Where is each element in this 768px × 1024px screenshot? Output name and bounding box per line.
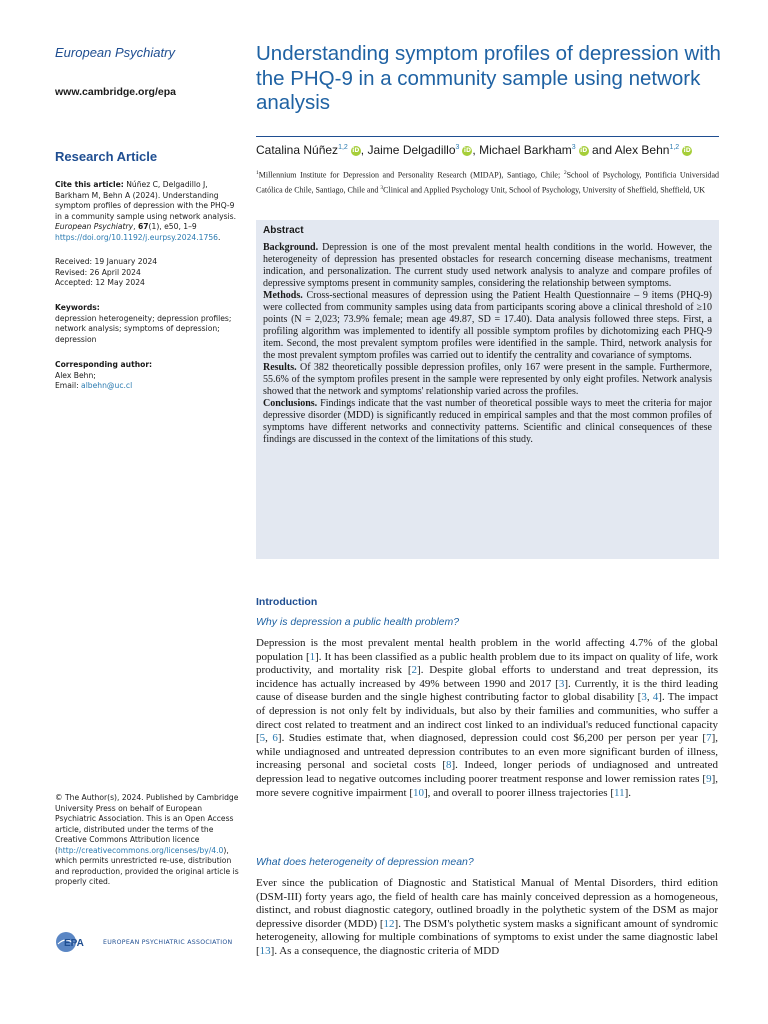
email-link[interactable]: albehn@uc.cl <box>81 381 133 390</box>
reference-link[interactable]: 4 <box>652 691 659 704</box>
reference-link[interactable]: 3 <box>641 691 647 704</box>
affil-sup: 2 <box>563 170 567 176</box>
paragraph-text: ]. <box>624 786 632 799</box>
abstract-background <box>263 242 712 290</box>
author[interactable] <box>256 143 361 157</box>
paragraph-text: ]. Currently, it is the third leading cause of disease burden and the single highest contributing factor to global disability [ <box>256 677 718 704</box>
license-link[interactable]: http://creativecommons.org/licenses/by/4.0 <box>57 845 224 855</box>
dates-block <box>55 257 240 289</box>
reference-link[interactable]: 9 <box>706 772 712 785</box>
abstract-text: Of 382 theoretically possible depression profiles, only 167 were present in the sample. Furthermore, 55.6% of the symptom profiles present in the sample were represented by only eight profiles. Network analysis showed that the network and symptoms' relationship varied across the profiles. <box>263 362 712 397</box>
citation-label: Cite this article: <box>55 180 124 189</box>
citation-sep: , <box>133 222 138 231</box>
paragraph-text: ]. Studies estimate that, when diagnosed, depression could cost $6,200 per person per year [ <box>277 732 707 745</box>
abstract-box <box>256 220 719 559</box>
corresponding-label: Corresponding author: <box>55 360 153 369</box>
orcid-icon[interactable]: iD <box>463 146 471 154</box>
reference-link[interactable]: 10 <box>413 786 424 799</box>
author-sep: , <box>472 143 480 157</box>
epa-logo <box>55 931 232 953</box>
author-affil-sup: 3 <box>571 144 576 151</box>
paragraph-text: ]. It has been classified as a public health problem due to its impact on quality of life, work productivity, and mortality risk [ <box>256 650 719 677</box>
abstract-label: Conclusions. <box>263 398 318 409</box>
epa-logo-icon <box>55 931 95 953</box>
license-text-end: ), which permits unrestricted re-use, distribution and reproduction, provided the original article is properly cited. <box>55 845 239 886</box>
author-affil-sup: 3 <box>455 144 460 151</box>
article-type: Research Article <box>55 149 158 164</box>
orcid-icon[interactable]: iD <box>580 146 588 154</box>
abstract-conclusions <box>263 398 712 446</box>
author-affil-sup: 1,2 <box>669 144 680 151</box>
article-title: Understanding symptom profiles of depression with the PHQ-9 in a community sample using network analysis <box>256 42 721 114</box>
author[interactable] <box>479 143 589 157</box>
revised-date: Revised: 26 April 2024 <box>55 267 141 277</box>
citation-block <box>55 180 240 243</box>
paragraph-text: ]. As a consequence, the diagnostic criteria of MDD <box>270 944 500 957</box>
paragraph-text: ]. Indeed, longer periods of undiagnosed and untreated depression lead to negative outcomes including poorer treatment response and lower remission rates [ <box>256 759 718 785</box>
reference-link[interactable]: 12 <box>383 917 395 930</box>
keywords-block <box>55 303 240 345</box>
author-name: Catalina Núñez <box>256 143 339 157</box>
citation-text: Núñez C, Delgadillo J, Barkham M, Behn A (2024). Understanding symptom profiles of depression with the PHQ-9 in a community sample using network analysis. <box>55 180 237 221</box>
keywords-label: Keywords: <box>55 303 100 312</box>
reference-link[interactable]: 3 <box>558 677 565 690</box>
email-label: Email: <box>55 381 82 390</box>
author-sep: , <box>360 143 368 157</box>
abstract-label: Background. <box>263 242 319 253</box>
section-heading-introduction: Introduction <box>256 596 318 608</box>
paragraph-text: , <box>646 691 653 704</box>
paragraph-text: , <box>265 732 273 745</box>
author[interactable] <box>615 143 692 157</box>
author-name: Jaime Delgadillo <box>367 143 456 157</box>
license-block <box>55 793 240 888</box>
author[interactable] <box>367 143 472 157</box>
logo-text: EUROPEAN PSYCHIATRIC ASSOCIATION <box>103 938 233 946</box>
reference-link[interactable]: 13 <box>259 944 271 957</box>
title-rule <box>256 136 719 137</box>
paragraph-text: ], more severe cognitive impairment [ <box>256 772 718 799</box>
reference-link[interactable]: 8 <box>446 759 452 772</box>
doi-end: . <box>217 232 221 242</box>
subheading-heterogeneity: What does heterogeneity of depression mean? <box>256 856 474 868</box>
abstract-results <box>263 362 712 398</box>
citation-journal: European Psychiatry <box>55 222 134 231</box>
received-date: Received: 19 January 2024 <box>55 257 158 266</box>
journal-website[interactable]: www.cambridge.org/epa <box>55 86 176 98</box>
orcid-icon[interactable]: iD <box>683 146 691 154</box>
author-name: Alex Behn <box>614 143 670 157</box>
doi-link[interactable]: https://doi.org/10.1192/j.eurpsy.2024.1756 <box>55 232 218 242</box>
affil-sup: 3 <box>380 184 384 191</box>
accepted-date: Accepted: 12 May 2024 <box>55 278 145 287</box>
paragraph-text: ]. The impact of depression is not only felt by individuals, but also by their families and communities, who suffer a direct cost related to treatment and an indirect cost linked to an individual's reduced functional capacity [ <box>256 691 719 745</box>
author-name: Michael Barkham <box>479 143 572 157</box>
reference-link[interactable]: 5 <box>259 732 266 745</box>
paragraph-text: ]. Despite global efforts to understand and treat depression, its incidence has actually increased by 49% between 1990 and 2017 [ <box>256 664 718 690</box>
paragraph-text: ], and overall to poorer illness trajectories [ <box>424 786 614 799</box>
abstract-label: Methods. <box>263 290 303 301</box>
paragraph-heterogeneity <box>256 877 718 959</box>
paragraph-text: ]. The DSM's polythetic system masks a significant amount of syndromic heterogeneity, allowing for multiple combinations of symptoms to exist under the same diagnostic label [ <box>256 917 718 957</box>
corresponding-author-block <box>55 360 240 392</box>
citation-volume: 67 <box>137 222 149 231</box>
citation-issue: (1), e50, 1–9 <box>148 222 197 231</box>
paragraph-public-health <box>256 637 718 800</box>
abstract-text: Depression is one of the most prevalent mental health conditions in the world. However, the heterogeneity of depression has presented obstacles for research concerning disease mechanisms, treatment indication, and personalization. The current study used network analysis to analyze and compare profiles of depressive symptoms present in community samples, considering the relationship between symptoms. <box>263 242 712 289</box>
logo-mark: EPA <box>64 938 84 949</box>
corresponding-name: Alex Behn; <box>55 370 96 380</box>
author-affil-sup: 1,2 <box>338 144 348 151</box>
abstract-text: Findings indicate that the vast number of theoretical possible ways to meet the criteria for major depressive disorder (MDD) is significantly reduced in empirical samples and that the most common profiles of symptoms have different networks and connectivity patterns. Scientific and clinical consequences of these findings are discussed in the context of the limitations of this study. <box>263 398 712 445</box>
affil-text: Clinical and Applied Psychology Unit, School of Psychology, University of Sheffield, Sheffield, UK <box>383 185 705 195</box>
abstract-label: Results. <box>263 362 297 373</box>
abstract-text: Cross-sectional measures of depression using the Patient Health Questionnaire – 9 items (PHQ-9) were collected from community samples using data from participants scoring above a clinical threshold of ≥10 points (N = 2,023; 73.9% female; mean age 49.87, SD = 17.40). Data analysis followed three steps. First, a profiling algorithm was implemented to identify all possible symptom profiles by dichotomizing each PHQ-9 item. Second, the most prevalent symptom profiles were identified in the sample. Third, network analysis for the most prevalent symptom profiles was carried out to identify the centrality and covariance of symptoms. <box>263 290 712 361</box>
affil-sup: 1 <box>256 170 259 176</box>
affil-text: Millennium Institute for Depression and Personality Research (MIDAP), Santiago, Chile; <box>258 170 564 180</box>
author-list <box>256 143 726 157</box>
reference-link[interactable]: 2 <box>411 664 418 677</box>
abstract-methods <box>263 290 712 362</box>
reference-link[interactable]: 11 <box>614 786 625 799</box>
paragraph-text: Depression is the most prevalent mental health problem in the world affecting 4.7% of the global population [ <box>256 637 718 663</box>
paragraph-text: Ever since the publication of Diagnostic and Statistical Manual of Mental Disorders, third edition (DSM-III) forty years ago, the field of health care has mainly conceived depression as a homogeneous, distinct, and robust diagnostic category, outlined broadly in the polythetic system of the DSM as major depressive disorder (MDD) [ <box>256 877 718 930</box>
keywords-text: depression heterogeneity; depression profiles; network analysis; symptoms of depression; depression <box>55 313 232 344</box>
license-text: © The Author(s), 2024. Published by Cambridge University Press on behalf of European Psychiatric Association. This is an Open Access article, distributed under the terms of the Creative Commons Attribution licence ( <box>55 793 239 855</box>
reference-link[interactable]: 1 <box>309 650 316 663</box>
affiliations <box>256 167 719 196</box>
abstract-heading: Abstract <box>263 225 304 236</box>
author-sep: and <box>588 143 615 157</box>
journal-name: European Psychiatry <box>55 45 175 60</box>
paragraph-text: ], while undiagnosed and untreated depression contributes to an even more significant burden of illness, increasing personal and societal costs [ <box>256 732 719 772</box>
reference-link[interactable]: 7 <box>706 732 712 745</box>
affil-text: School of Psychology, Pontificia Universidad Católica de Chile, Santiago, Chile and <box>256 170 719 195</box>
subheading-public-health: Why is depression a public health problem? <box>256 616 460 628</box>
reference-link[interactable]: 6 <box>272 732 278 745</box>
orcid-icon[interactable]: iD <box>352 146 360 154</box>
